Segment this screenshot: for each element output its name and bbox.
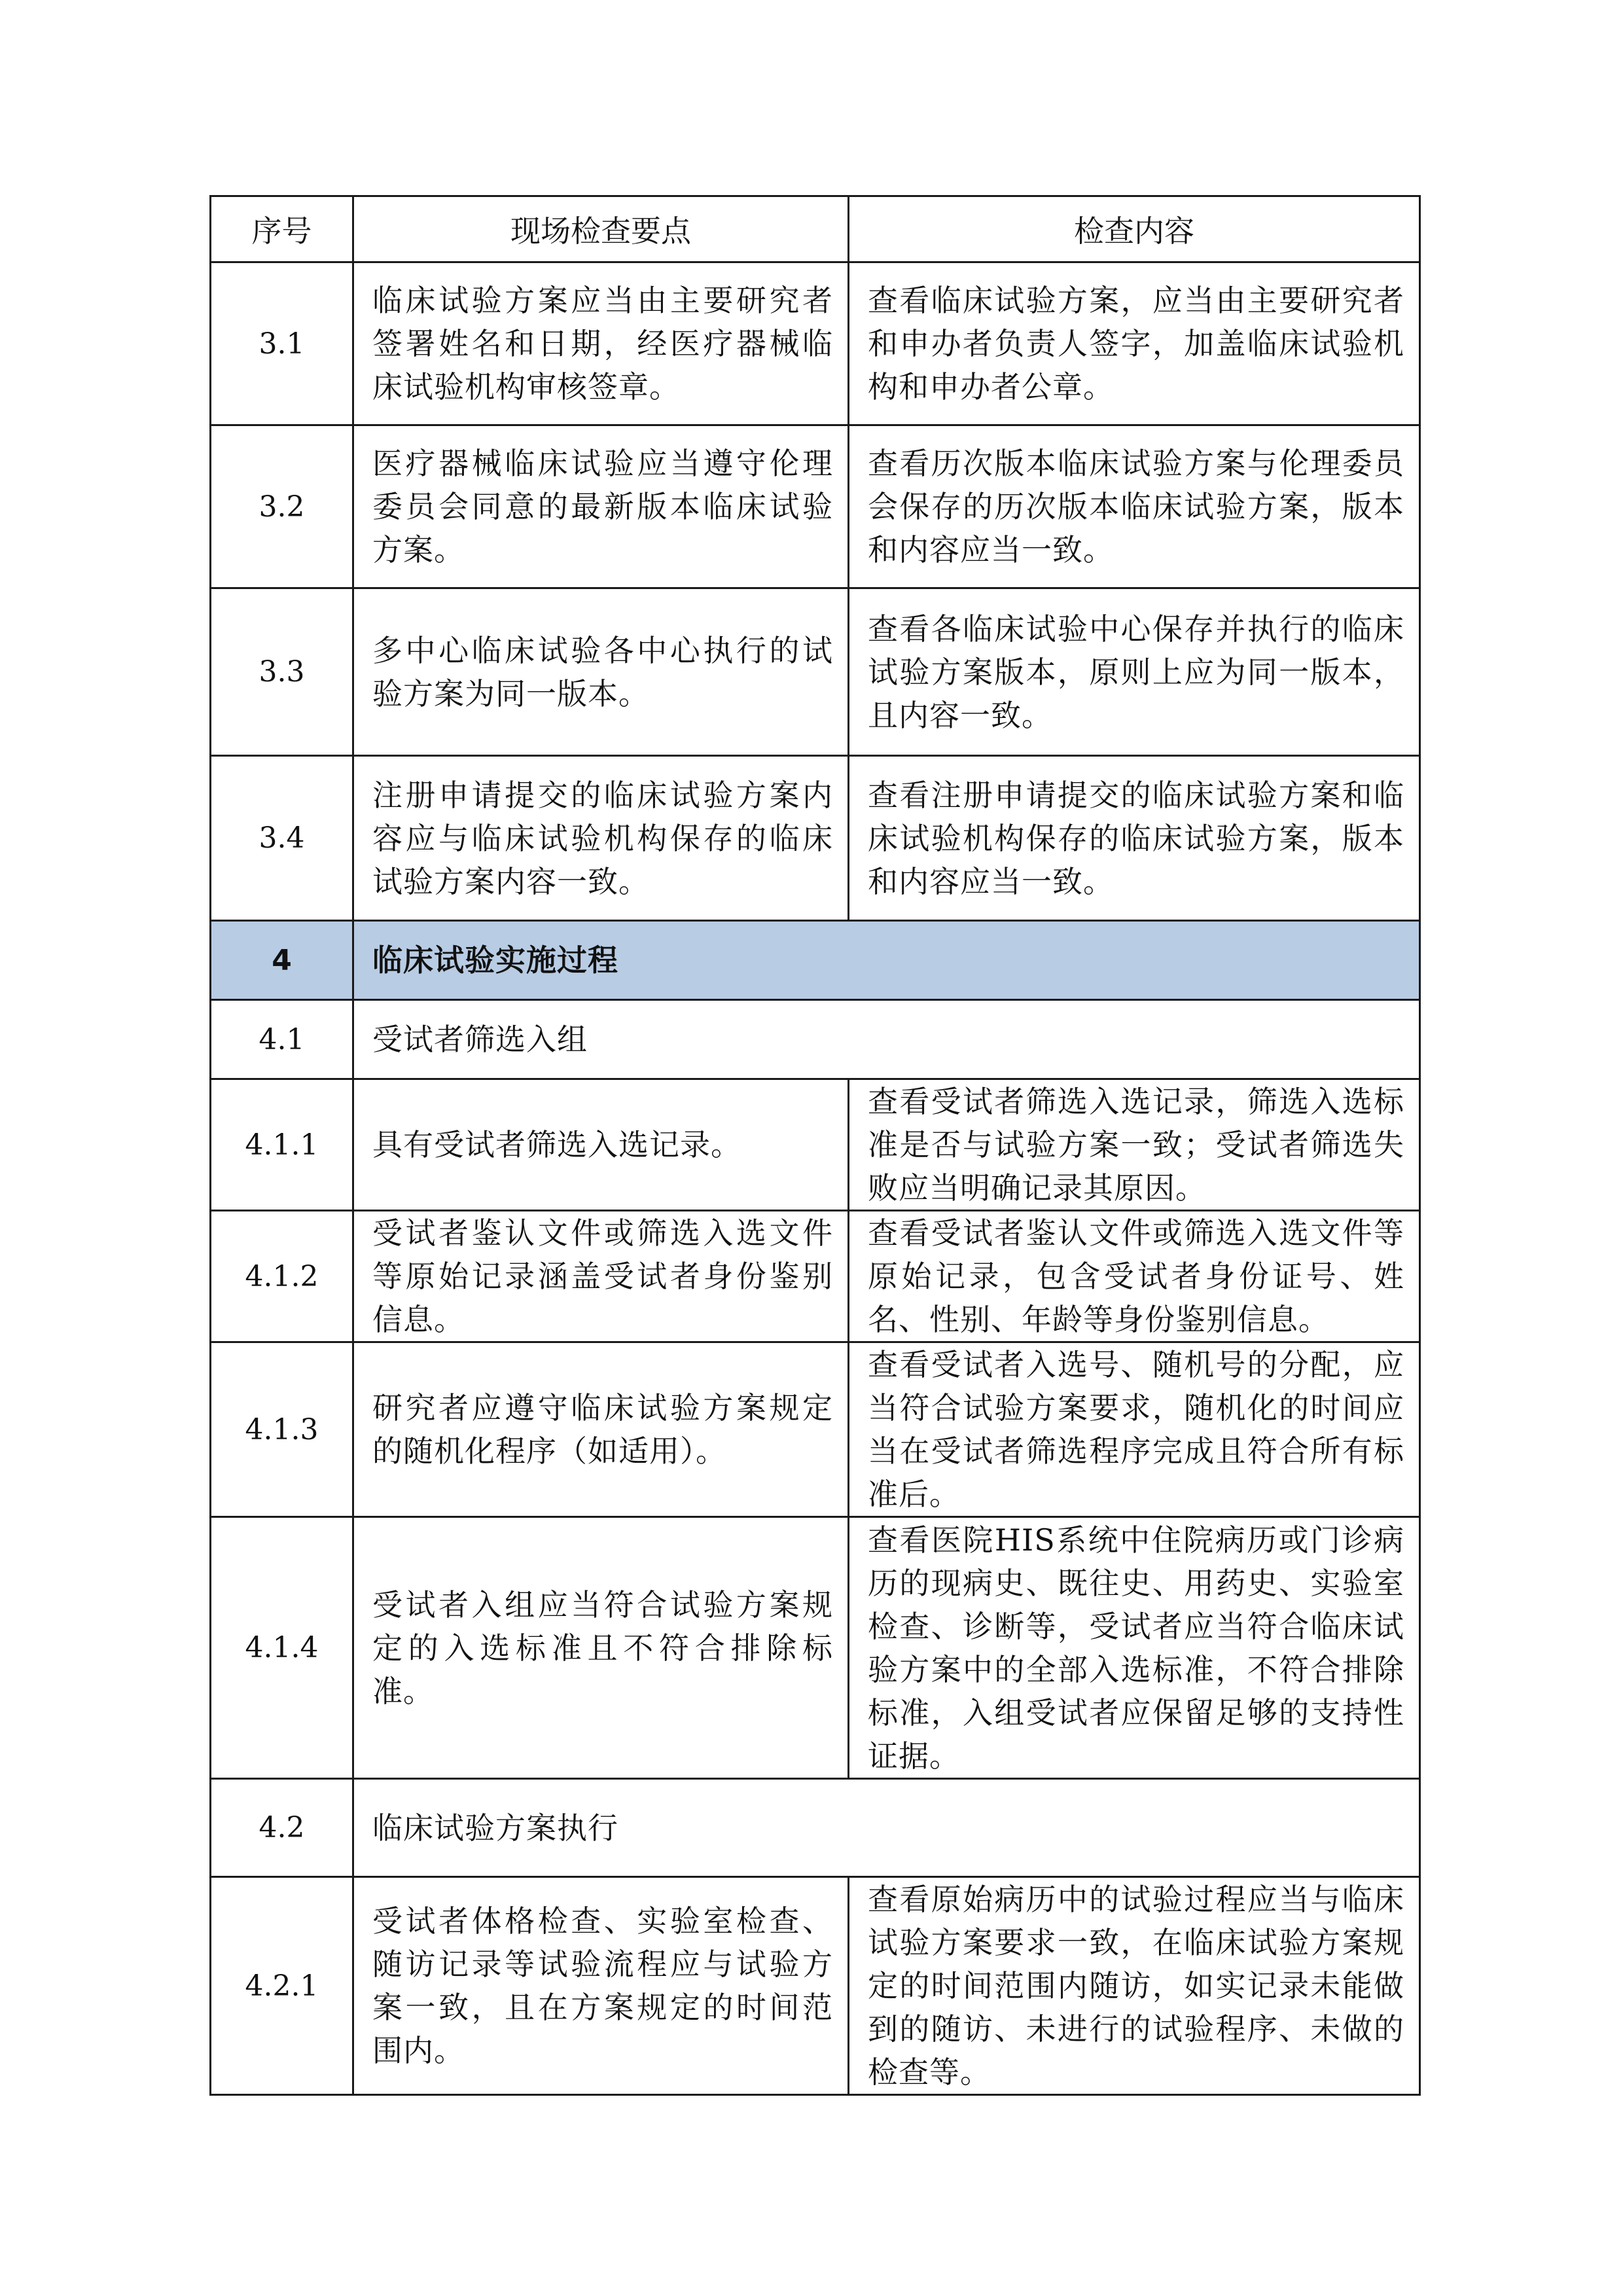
section-row xyxy=(211,921,1420,1000)
row-number: 3.3 xyxy=(211,588,353,756)
point-cell xyxy=(353,756,849,921)
section-number: 4 xyxy=(211,921,353,1000)
content-cell xyxy=(849,1517,1420,1779)
content-text: 查看各临床试验中心保存并执行的临床试验方案版本，原则上应为同一版本，且内容一致。 xyxy=(868,611,1404,733)
subsection-number: 4.1 xyxy=(211,1000,353,1079)
content-cell xyxy=(849,425,1420,588)
row-number: 4.1.1 xyxy=(211,1079,353,1211)
content-cell xyxy=(849,1079,1420,1211)
content-text: 查看受试者鉴认文件或筛选入选文件等原始记录，包含受试者身份证号、姓名、性别、年龄等身份鉴别信息。 xyxy=(868,1215,1404,1337)
row-number: 3.4 xyxy=(211,756,353,921)
subsection-row xyxy=(211,1000,1420,1079)
subsection-row xyxy=(211,1779,1420,1877)
point-cell xyxy=(353,1211,849,1342)
point-text: 受试者入组应当符合试验方案规定的入选标准且不符合排除标准。 xyxy=(372,1587,833,1709)
content-cell xyxy=(849,1211,1420,1342)
content-cell xyxy=(849,262,1420,425)
table-row xyxy=(211,1211,1420,1342)
subsection-title: 受试者筛选入组 xyxy=(372,1022,588,1057)
point-cell xyxy=(353,1079,849,1211)
point-text: 受试者体格检查、实验室检查、随访记录等试验流程应与试验方案一致，且在方案规定的时间范围内。 xyxy=(372,1903,833,2068)
content-text: 查看医院HIS系统中住院病历或门诊病历的现病史、既往史、用药史、实验室检查、诊断等，受试者应当符合临床试验方案中的全部入选标准，不符合排除标准，入组受试者应保留足够的支持性证据。 xyxy=(868,1522,1404,1774)
row-number: 4.1.2 xyxy=(211,1211,353,1342)
table-row xyxy=(211,1342,1420,1517)
section-title-cell xyxy=(353,921,1420,1000)
content-cell xyxy=(849,756,1420,921)
header-point: 现场检查要点 xyxy=(353,196,849,262)
point-text: 具有受试者筛选入选记录。 xyxy=(372,1127,741,1162)
content-text: 查看历次版本临床试验方案与伦理委员会保存的历次版本临床试验方案，版本和内容应当一致。 xyxy=(868,446,1404,567)
content-text: 查看注册申请提交的临床试验方案和临床试验机构保存的临床试验方案，版本和内容应当一致。 xyxy=(868,777,1404,899)
point-cell xyxy=(353,262,849,425)
table-header-row xyxy=(211,196,1420,262)
row-number: 4.1.3 xyxy=(211,1342,353,1517)
inspection-table xyxy=(209,195,1421,2096)
subsection-title-cell xyxy=(353,1000,1420,1079)
content-cell xyxy=(849,588,1420,756)
row-number: 4.2.1 xyxy=(211,1877,353,2095)
point-text: 注册申请提交的临床试验方案内容应与临床试验机构保存的临床试验方案内容一致。 xyxy=(372,777,833,899)
content-text: 查看原始病历中的试验过程应当与临床试验方案要求一致，在临床试验方案规定的时间范围内随访，如实记录未能做到的随访、未进行的试验程序、未做的检查等。 xyxy=(868,1882,1404,2090)
content-text: 查看临床试验方案，应当由主要研究者和申办者负责人签字，加盖临床试验机构和申办者公章。 xyxy=(868,283,1404,404)
table-row xyxy=(211,756,1420,921)
header-content: 检查内容 xyxy=(849,196,1420,262)
header-no: 序号 xyxy=(211,196,353,262)
table-row xyxy=(211,588,1420,756)
point-text: 医疗器械临床试验应当遵守伦理委员会同意的最新版本临床试验方案。 xyxy=(372,446,833,567)
row-number: 3.1 xyxy=(211,262,353,425)
subsection-number: 4.2 xyxy=(211,1779,353,1877)
table-row xyxy=(211,262,1420,425)
point-cell xyxy=(353,1517,849,1779)
table-row xyxy=(211,1517,1420,1779)
point-cell xyxy=(353,1877,849,2095)
content-cell xyxy=(849,1342,1420,1517)
point-text: 研究者应遵守临床试验方案规定的随机化程序（如适用）。 xyxy=(372,1390,833,1469)
point-cell xyxy=(353,588,849,756)
section-title: 临床试验实施过程 xyxy=(372,942,618,978)
subsection-title: 临床试验方案执行 xyxy=(372,1810,618,1846)
subsection-title-cell xyxy=(353,1779,1420,1877)
table-row xyxy=(211,1877,1420,2095)
content-text: 查看受试者入选号、随机号的分配，应当符合试验方案要求，随机化的时间应当在受试者筛选程序完成且符合所有标准后。 xyxy=(868,1347,1404,1512)
table-row xyxy=(211,1079,1420,1211)
point-text: 受试者鉴认文件或筛选入选文件等原始记录涵盖受试者身份鉴别信息。 xyxy=(372,1215,833,1337)
point-cell xyxy=(353,1342,849,1517)
point-text: 临床试验方案应当由主要研究者签署姓名和日期，经医疗器械临床试验机构审核签章。 xyxy=(372,283,833,404)
content-text: 查看受试者筛选入选记录，筛选入选标准是否与试验方案一致；受试者筛选失败应当明确记录其原因。 xyxy=(868,1084,1404,1206)
content-cell xyxy=(849,1877,1420,2095)
row-number: 3.2 xyxy=(211,425,353,588)
point-cell xyxy=(353,425,849,588)
table-row xyxy=(211,425,1420,588)
row-number: 4.1.4 xyxy=(211,1517,353,1779)
point-text: 多中心临床试验各中心执行的试验方案为同一版本。 xyxy=(372,632,833,711)
